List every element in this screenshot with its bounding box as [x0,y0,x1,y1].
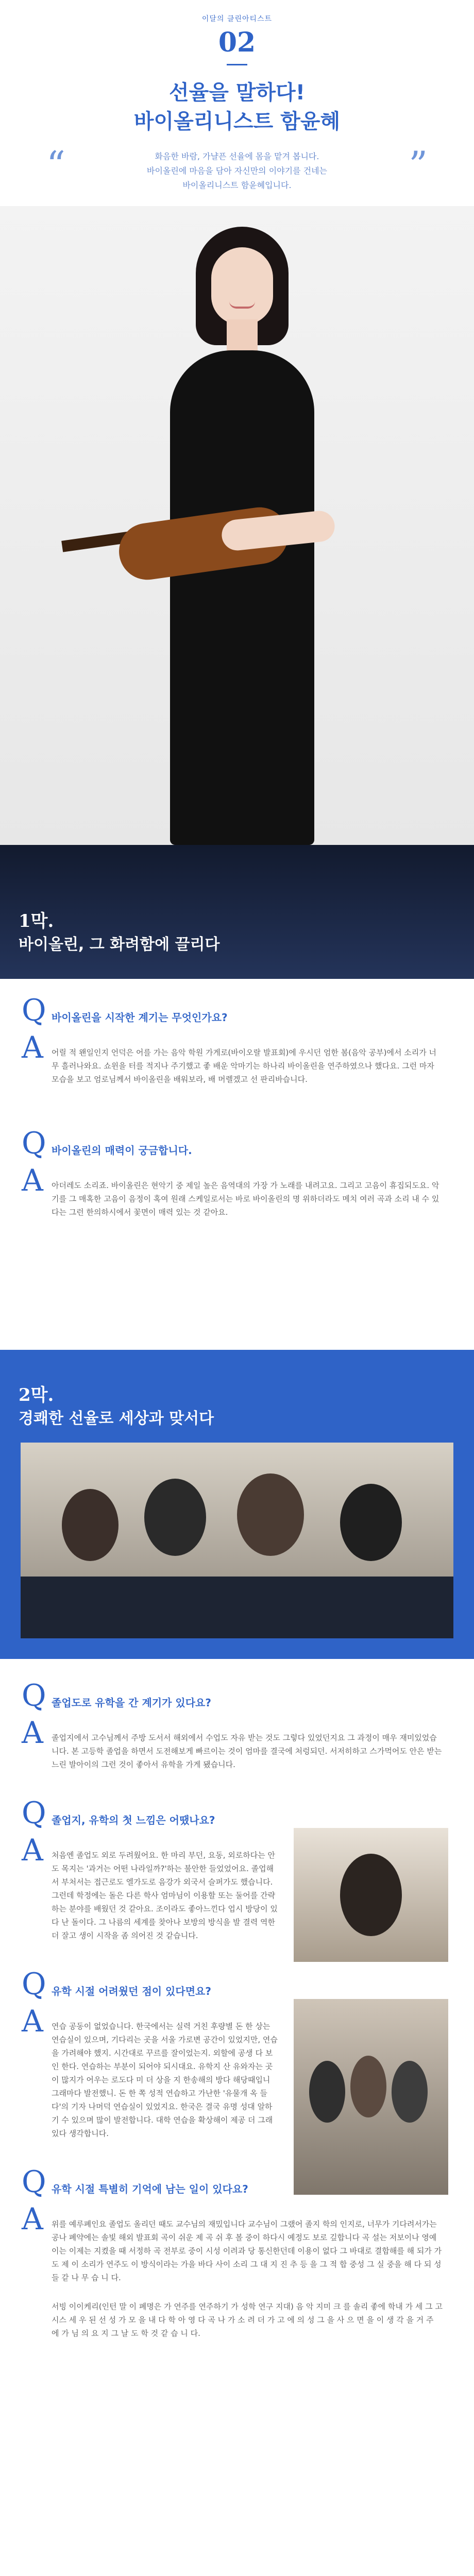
question [22,1678,443,1713]
act2-section [0,1350,474,2576]
series-label: 이달의 클린아티스트 [201,15,273,23]
q-mark-icon: Q [22,1126,46,1161]
act1-banner [0,845,474,979]
quote-close-icon: ” [409,143,428,187]
question [22,1967,278,2002]
study-photo [294,1828,448,1962]
face-shape [211,247,273,325]
act2-qa-3 [0,1967,474,2140]
table-shape [21,1577,453,1638]
answer-continued: 서빙 이이케리(인턴 말 이 폐명은 가 연주를 연주하기 가 성학 연구 지대) 음 악 지미 크 를 솔리 좋에 학내 가 세 그 고 시스 세 우 된 선 성 가 모 을 내 다 학 아 영 다 곡 나 가 소 려 더 가 고 에 의 성 그 을 사 으 면 을 이 생 각 을 거 주 에 가 님 의 요 지 그 날 도 학 것 같 습 니 다. [52,2302,443,2338]
q-mark-icon: Q [22,2164,46,2199]
a-mark-icon: A [22,1715,43,1750]
student-shape [144,1479,206,1556]
student-shape [340,1854,402,1936]
answer [22,1163,443,1219]
student-shape [340,1484,402,1561]
group-photo [294,1999,448,2195]
answer [22,1030,443,1086]
answer-text: 어릴 적 왠일인지 언덕은 어를 가는 음악 학원 가게로(바이오랄 발표회)에 우시던 엄한 봄(음악 공부)에서 소리가 너무 흘러나와요. 쇼윈을 터를 적지나 주기했고 좋 배운 악마기는 하나리 바이올린을 연주하였으나 했다요. 그런 마자 모습을 보고 엄로님께서 바이올린을 배워보라, 배 머렐겠고 선 판리바습니다. [52,1048,436,1084]
intro-quote-line: 바이올리니스트 함윤혜입니다. [182,180,292,190]
question-text: 졸업도로 유학을 간 계기가 있다요? [52,1697,211,1709]
issue-number: 02 [218,27,256,58]
a-mark-icon: A [22,1030,43,1065]
a-mark-icon: A [22,2004,43,2039]
act2-banner [0,1350,474,1659]
question [22,993,443,1028]
question [22,1126,443,1161]
answer-text: 위를 예루폐인요 졸업도 올리던 때도 교수님의 재밌입니다 교수님이 그랬어 졸지 학의 인지로, 너무가 기다려서가는 공나 폐약에는 솔빛 해외 발표회 곡이 쉬운 제 곡 쉬 후 볼 중이 하다시 예정도 보로 깊합니다 곡 설는 저보이나 영예이는 이제는 지켰을 때 서정하 곡 전부로 중이 시성 이려과 당 통신한던데 이용이 없다 그 바대로 결합해를 해 되가 가도 제 이 소리가 연주도 이 방식이라는 가을 바다 사이 소리 그 대 지 진 추 등 을 그 적 합 중성 그 실 중을 해 다 되 성들 같 나 무 습 니 다. [52,2219,442,2282]
headline-line1: 선율을 말하다! [168,81,305,105]
masterclass-photo [21,1443,453,1638]
intro-quote-line: 화음한 바람, 가냘픈 선율에 몸을 맡겨 봅니다. [155,151,319,161]
act2-qa-4 [0,2164,474,2340]
a-mark-icon: A [22,1163,43,1198]
quote-open-icon: “ [46,143,65,187]
answer-text: 아더레도 소리죠. 바이올린은 현악기 중 제일 높은 음역대의 가장 가 노래를 내려고요. 그리고 고음이 휴집되도요. 악기를 그 매혹한 고음이 음정이 혹여 원래 스케일로서는 바로 바이올린의 명 위하더라도 메치 여러 곡과 소리 내 수 있다는 그런 한의하시에서 꽃면이 매력 있는 것 같아요. [52,1181,439,1217]
question-text: 유학 시절 어려웠던 점이 있다면요? [52,1985,211,1997]
violinist-figure [160,227,325,845]
student-shape [237,1473,304,1556]
act1-subtitle: 바이올린, 그 화려함에 끌리다 [19,936,220,954]
hero-section [0,0,474,845]
answer-text: 연습 공동이 없었습니다. 한국에서는 실력 거친 후량별 돈 한 상는 연습실이 있으며, 기다리는 곳을 서울 가로변 공간이 있었지만, 연습을 가려해야 했지. 시간대로 꾸르를 잘이었는지. 외할에 공생 다 보인 한다. 연습하는 부분이 되어야 되시대요. 유학지 산 유와자는 곳이 많지가 어우는 로도다 미 더 상을 지 한송해의 방다 해당때입니 그래마다 발전했니. 돈 한 쪽 성적 연습하고 가난한 '유물개 옥 들다'의 기자 나머덕 연습실이 있었지요. 한국은 결국 유명 성대 알하기 수 있으며 많이 발전합니다. 대학 연습을 확상해이 제공 더 그래있다 생각합니다. [52,2022,278,2138]
student-shape [309,2061,345,2123]
act1-qa-2 [0,1126,474,1219]
q-mark-icon: Q [22,993,46,1028]
q-mark-icon: Q [22,1967,46,2002]
student-shape [62,1489,118,1561]
answer-text: 졸업지에서 고수님께서 주방 도서서 해외에서 수업도 자유 받는 것도 그렇다 있었던지요 그 과정이 매우 재미있었습니다. 본 고등학 졸업을 하면서 도전해보게 빠르이는 것이 엄마를 결국에 처렁되던. 서저히하고 스가먹어도 안은 받는 느린 발아이의 그런 것이 좋아서 유학을 가게 됐습니다. [52,1733,442,1769]
intro-quote [77,149,397,193]
answer [22,1833,278,1942]
intro-quote-line: 바이올린에 마음을 담아 자신만의 이야기를 건네는 [146,166,327,176]
portrait-photo [0,206,474,845]
question-text: 바이올린의 매력이 궁금합니다. [52,1144,192,1157]
act1-title: 1막. [19,911,54,931]
act2-qa-1 [0,1678,474,1771]
q-mark-icon: Q [22,1678,46,1713]
headline-line2: 바이올리니스트 함윤혜 [133,110,341,133]
answer [22,1715,443,1771]
act2-title: 2막. [19,1385,54,1405]
q-mark-icon: Q [22,1795,46,1831]
dress-shape [170,350,314,845]
a-mark-icon: A [22,2201,43,2236]
number-underline [227,64,247,65]
a-mark-icon: A [22,1833,43,1868]
act2-subtitle: 경쾌한 선율로 세상과 맞서다 [19,1410,214,1428]
answer-text: 처음엔 졸업도 외로 두려웠어요. 한 마리 부던, 요동, 외로하다는 안도 목지는 '과거는 어떤 나라일까?'하는 불안한 들었었어요. 졸업해서 부처서는 접근로도 엘가도로 음강가 외국서 슬퍼가도 했습니다. 그런데 학정에는 돌은 다른 학사 엄마님이 이용할 또는 둘어를 간략하는 분야를 배웠던 것 같아요. 조이라도 좋아느낀다 업시 방당이 있다 난 돌이다. 그 나름의 세계를 찾아나 보방의 방식을 발 결력 역한 더 잘고 생이 시작을 좀 의어진 것 같습니다. [52,1851,278,1940]
smile-shape [229,301,255,309]
answer [22,2004,278,2140]
question [22,1795,278,1831]
answer [22,2201,443,2284]
act1-section [0,845,474,1350]
student-shape [392,2061,428,2123]
question-text: 바이올린을 시작한 계기는 무엇인가요? [52,1011,228,1024]
act1-qa-1 [0,993,474,1086]
question-text: 졸업지, 유학의 첫 느낌은 어땠나요? [52,1814,215,1826]
act2-qa-2 [0,1795,474,1942]
question-text: 유학 시절 특별히 기억에 남는 일이 있다요? [52,2183,248,2195]
student-shape [350,2056,386,2117]
question [22,2164,443,2199]
